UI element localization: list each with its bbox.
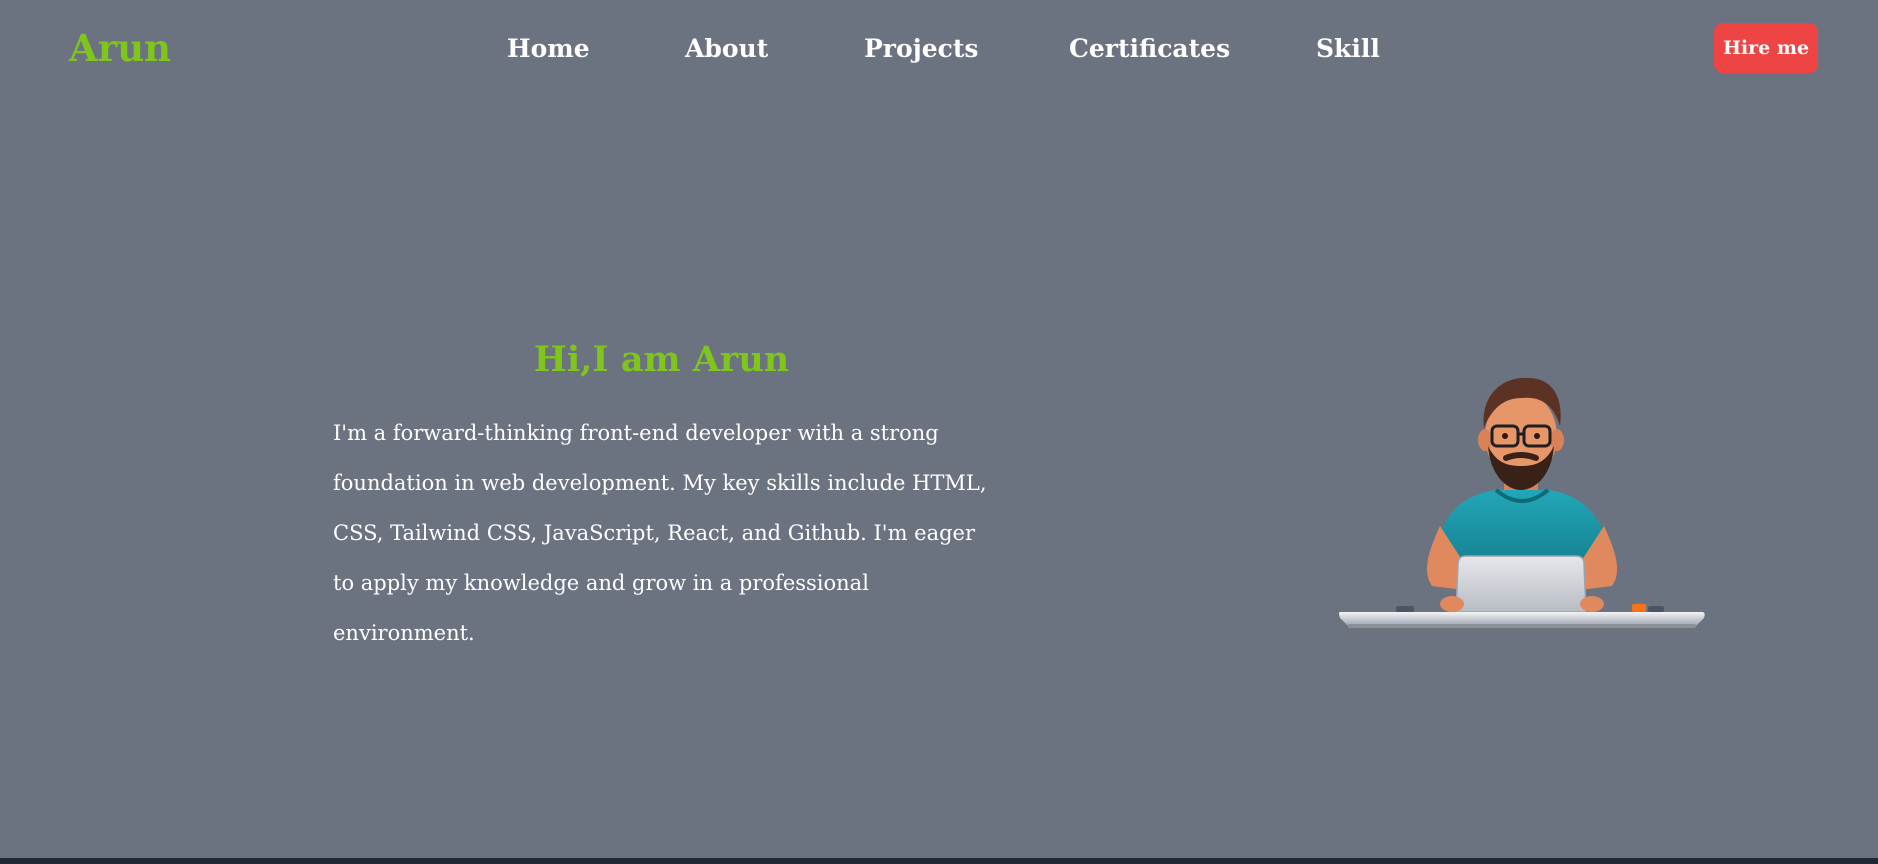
hero-title: Hi,I am Arun bbox=[533, 339, 790, 380]
nav-link-certificates[interactable]: Certificates bbox=[1069, 34, 1231, 63]
nav-link-home[interactable]: Home bbox=[507, 34, 590, 63]
hire-me-button[interactable]: Hire me bbox=[1714, 23, 1818, 73]
nav-link-about[interactable]: About bbox=[685, 34, 769, 63]
developer-with-laptop-icon bbox=[1336, 366, 1708, 636]
footer-strip bbox=[0, 858, 1878, 864]
hero-description: I'm a forward-thinking front-end developer with a strong foundation in web development. My key skills include HTML, CSS, Tailwind CSS, JavaScript, React, and Github. I'm eager to apply my knowledge and grow in a professional environment. bbox=[333, 421, 987, 645]
nav-link-projects[interactable]: Projects bbox=[864, 34, 979, 63]
site-header bbox=[0, 0, 1878, 96]
logo[interactable]: Arun bbox=[69, 26, 172, 70]
nav-link-skill[interactable]: Skill bbox=[1316, 34, 1380, 63]
